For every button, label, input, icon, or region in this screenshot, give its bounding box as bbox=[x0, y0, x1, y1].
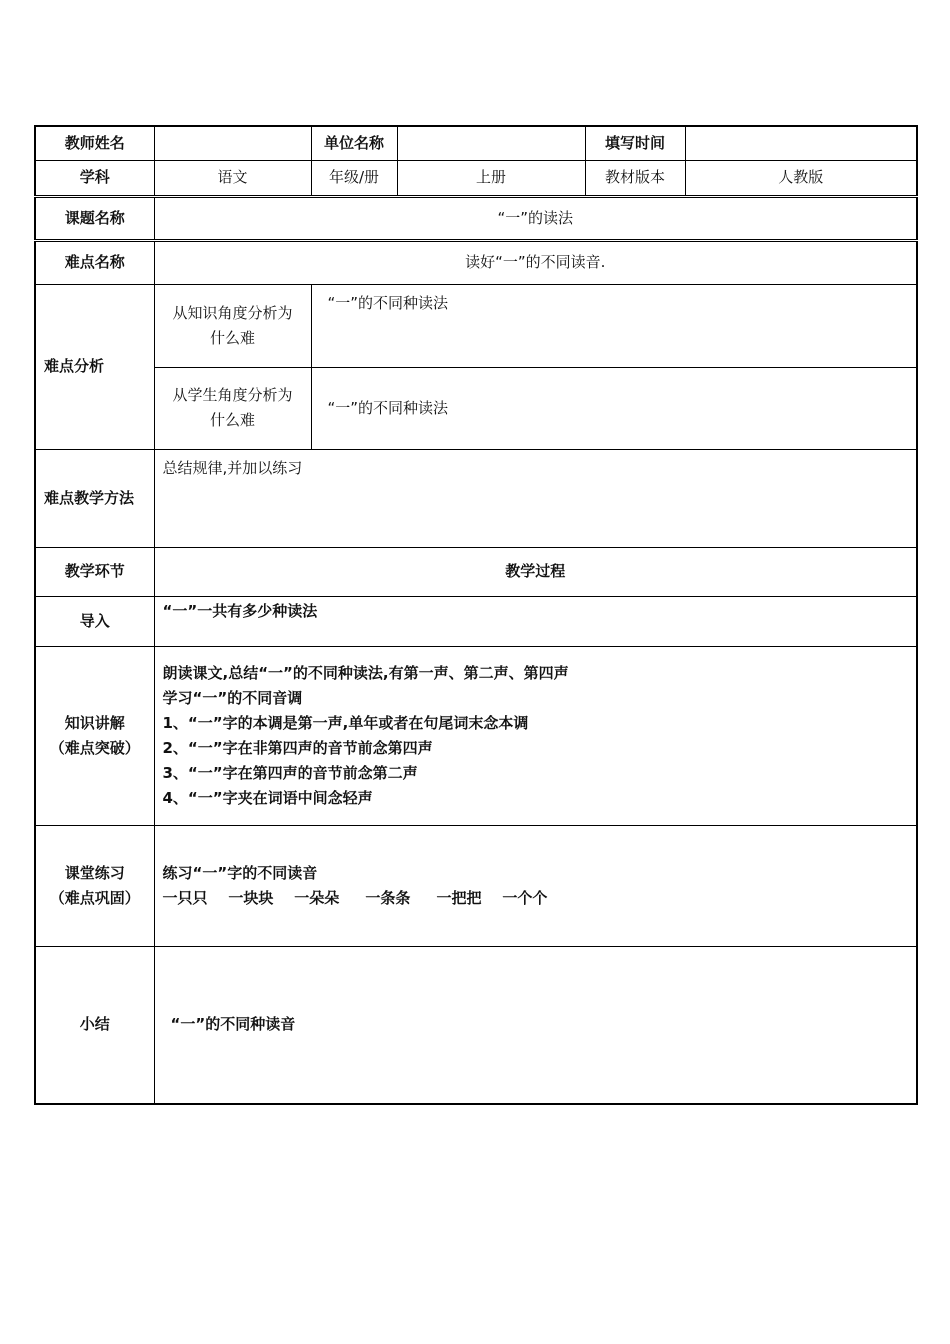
teacher-name-label: 教师姓名 bbox=[35, 126, 154, 160]
knowledge-line-3: 1、“一”字的本调是第一声,单年或者在句尾词末念本调 bbox=[162, 713, 529, 732]
knowledge-content bbox=[154, 646, 917, 825]
knowledge-line-2: 学习“一”的不同音调 bbox=[162, 688, 303, 707]
unit-name-label: 单位名称 bbox=[311, 126, 397, 160]
knowledge-line-5: 3、“一”字在第四声的音节前念第二声 bbox=[162, 763, 418, 782]
grade-label: 年级/册 bbox=[311, 160, 397, 196]
intro-label: 导入 bbox=[35, 596, 154, 646]
difficulty-value: 读好“一”的不同读音. bbox=[154, 240, 917, 284]
analysis-knowledge-label bbox=[154, 284, 311, 367]
practice-label-line2: （难点巩固） bbox=[49, 888, 140, 907]
analysis-student-label-line1: 从学生角度分析为 bbox=[172, 386, 293, 404]
analysis-knowledge-label-line1: 从知识角度分析为 bbox=[172, 303, 293, 322]
process-label: 教学过程 bbox=[154, 547, 917, 596]
header-row-teacher bbox=[35, 126, 917, 160]
practice-line-2: 一只只 一块块 一朵朵 一条条 一把把 一个个 bbox=[162, 888, 548, 907]
textbook-label: 教材版本 bbox=[585, 160, 685, 196]
intro-row bbox=[35, 596, 917, 646]
difficulty-label: 难点名称 bbox=[35, 240, 154, 284]
grade-value: 上册 bbox=[397, 160, 585, 196]
topic-value: “一”的读法 bbox=[154, 196, 917, 240]
header-row-subject bbox=[35, 160, 917, 196]
method-value: 总结规律,并加以练习 bbox=[154, 449, 917, 547]
analysis-knowledge-label-line2: 什么难 bbox=[209, 328, 255, 347]
fill-time-value bbox=[685, 126, 917, 160]
practice-content bbox=[154, 825, 917, 946]
knowledge-label-line2: （难点突破） bbox=[49, 738, 140, 757]
process-header-row bbox=[35, 547, 917, 596]
teacher-name-value bbox=[154, 126, 311, 160]
knowledge-row bbox=[35, 646, 917, 825]
knowledge-line-1: 朗读课文,总结“一”的不同种读法,有第一声、第二声、第四声 bbox=[162, 663, 569, 682]
subject-label: 学科 bbox=[35, 160, 154, 196]
practice-label bbox=[35, 825, 154, 946]
analysis-row-knowledge bbox=[35, 284, 917, 367]
topic-label: 课题名称 bbox=[35, 196, 154, 240]
analysis-label: 难点分析 bbox=[35, 284, 154, 449]
textbook-value: 人教版 bbox=[685, 160, 917, 196]
summary-label: 小结 bbox=[35, 946, 154, 1104]
unit-name-value bbox=[397, 126, 585, 160]
difficulty-row bbox=[35, 240, 917, 284]
analysis-student-label-line2: 什么难 bbox=[209, 411, 255, 429]
knowledge-line-6: 4、“一”字夹在词语中间念轻声 bbox=[162, 788, 373, 807]
analysis-student-label bbox=[154, 367, 311, 449]
fill-time-label: 填写时间 bbox=[585, 126, 685, 160]
summary-row bbox=[35, 946, 917, 1104]
practice-row bbox=[35, 825, 917, 946]
lesson-plan-table bbox=[34, 125, 918, 1105]
knowledge-line-4: 2、“一”字在非第四声的音节前念第四声 bbox=[162, 738, 433, 757]
analysis-student-value: “一”的不同种读法 bbox=[311, 367, 917, 449]
lesson-plan-sheet bbox=[34, 125, 916, 1105]
practice-line-1: 练习“一”字的不同读音 bbox=[162, 863, 318, 882]
summary-value: “一”的不同种读音 bbox=[154, 946, 917, 1104]
knowledge-label-line1: 知识讲解 bbox=[64, 713, 125, 732]
analysis-knowledge-value: “一”的不同种读法 bbox=[311, 284, 917, 367]
topic-row bbox=[35, 196, 917, 240]
stage-label: 教学环节 bbox=[35, 547, 154, 596]
analysis-row-student bbox=[35, 367, 917, 449]
subject-value: 语文 bbox=[154, 160, 311, 196]
practice-label-line1: 课堂练习 bbox=[64, 863, 125, 882]
method-label: 难点教学方法 bbox=[35, 449, 154, 547]
method-row bbox=[35, 449, 917, 547]
knowledge-label bbox=[35, 646, 154, 825]
intro-value: “一”一共有多少种读法 bbox=[154, 596, 917, 646]
